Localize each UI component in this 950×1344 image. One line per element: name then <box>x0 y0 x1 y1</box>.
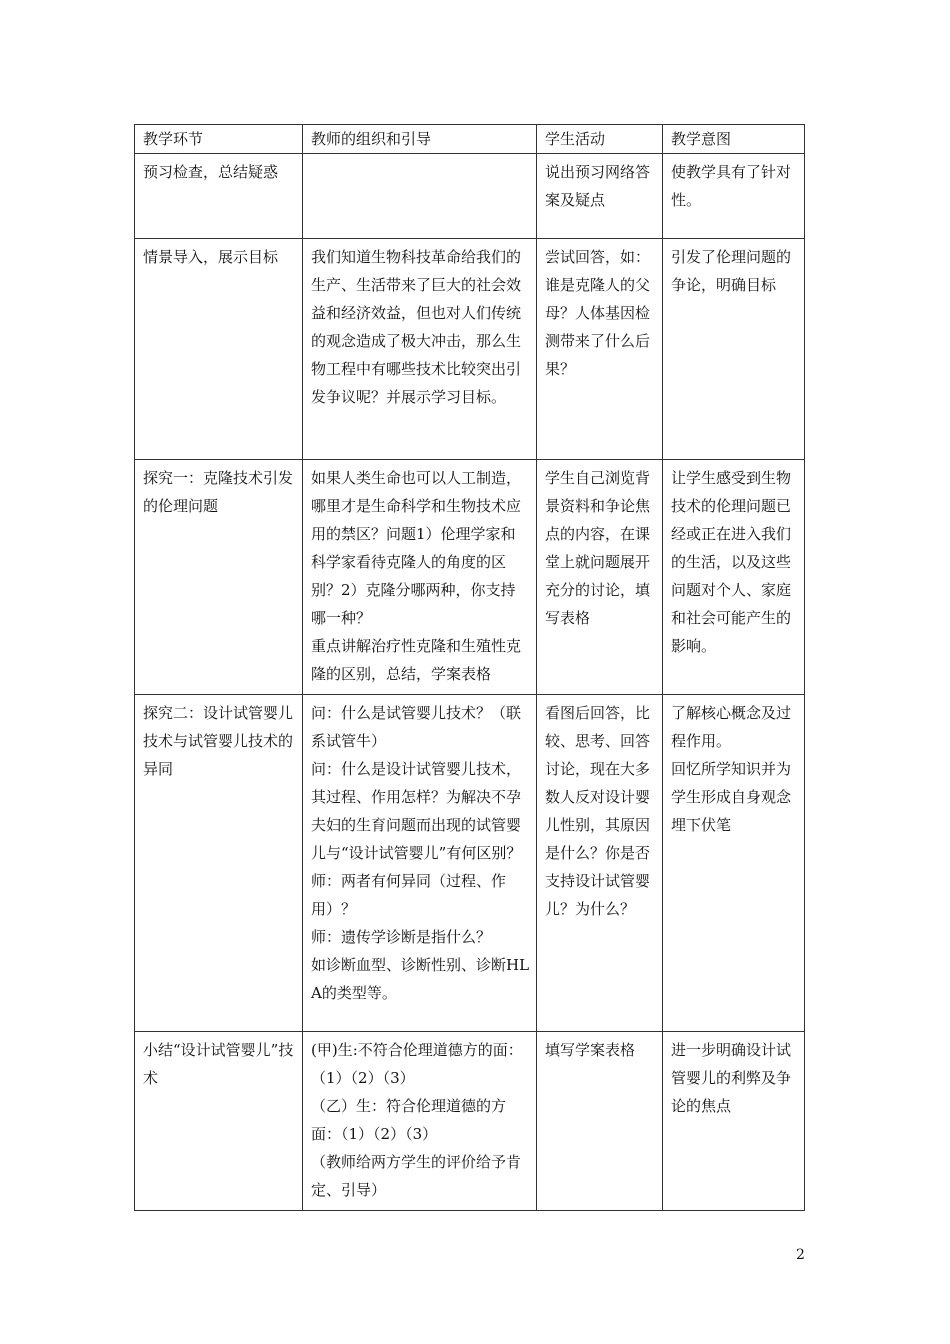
cell-intent: 引发了伦理问题的争论，明确目标 <box>663 239 805 460</box>
table-row <box>135 239 805 460</box>
cell-teacher: 我们知道生物科技革命给我们的生产、生活带来了巨大的社会效益和经济效益，但也对人们传统的观念造成了极大冲击，那么生物工程中有哪些技术比较突出引发争议呢？并展示学习目标。 <box>303 239 537 460</box>
cell-student: 尝试回答，如：谁是克隆人的父母？人体基因检测带来了什么后果？ <box>537 239 663 460</box>
table-header-row <box>135 125 805 154</box>
page-number: 2 <box>796 1247 805 1263</box>
header-student: 学生活动 <box>537 125 663 154</box>
cell-intent: 进一步明确设计试管婴儿的利弊及争论的焦点 <box>663 1032 805 1211</box>
cell-stage: 情景导入，展示目标 <box>135 239 303 460</box>
cell-stage: 探究一：克隆技术引发的伦理问题 <box>135 460 303 695</box>
cell-student: 看图后回答，比较、思考、回答 讨论，现在大多数人反对设计婴儿性别，其原因是什么？你是否支持设计试管婴儿？为什么？ <box>537 695 663 1032</box>
cell-teacher <box>303 154 537 239</box>
table-row <box>135 695 805 1032</box>
cell-stage: 预习检查，总结疑惑 <box>135 154 303 239</box>
cell-intent: 让学生感受到生物技术的伦理问题已经或正在进入我们的生活，以及这些问题对个人、家庭和社会可能产生的影响。 <box>663 460 805 695</box>
cell-student: 学生自己浏览背景资料和争论焦点的内容，在课堂上就问题展开充分的讨论，填写表格 <box>537 460 663 695</box>
cell-teacher: (甲)生:不符合伦理道德方的面：（1）（2）（3） （乙）生：符合伦理道德的方面：（1）（2）（3） （教师给两方学生的评价给予肯定、引导） <box>303 1032 537 1211</box>
table-row <box>135 460 805 695</box>
header-intent: 教学意图 <box>663 125 805 154</box>
lesson-plan-table <box>134 124 805 1211</box>
header-stage: 教学环节 <box>135 125 303 154</box>
table-row <box>135 154 805 239</box>
cell-teacher: 问：什么是试管婴儿技术？（联系试管牛） 问：什么是设计试管婴儿技术，其过程、作用怎样？为解决不孕夫妇的生育问题而出现的试管婴儿与“设计试管婴儿”有何区别？ 师：两者有何异同（过程、作用）？ 师：遗传学诊断是指什么？ 如诊断血型、诊断性别、诊断HLA的类型等。 <box>303 695 537 1032</box>
cell-student: 说出预习网络答案及疑点 <box>537 154 663 239</box>
cell-stage: 探究二：设计试管婴儿技术与试管婴儿技术的异同 <box>135 695 303 1032</box>
cell-intent: 使教学具有了针对性。 <box>663 154 805 239</box>
cell-teacher: 如果人类生命也可以人工制造，哪里才是生命科学和生物技术应用的禁区？问题1）伦理学家和科学家看待克隆人的角度的区别？2）克隆分哪两种，你支持哪一种？ 重点讲解治疗性克隆和生殖性克隆的区别，总结，学案表格 <box>303 460 537 695</box>
header-teacher: 教师的组织和引导 <box>303 125 537 154</box>
table-row <box>135 1032 805 1211</box>
cell-stage: 小结“设计试管婴儿”技术 <box>135 1032 303 1211</box>
cell-intent: 了解核心概念及过程作用。 回忆所学知识并为学生形成自身观念埋下伏笔 <box>663 695 805 1032</box>
cell-student: 填写学案表格 <box>537 1032 663 1211</box>
